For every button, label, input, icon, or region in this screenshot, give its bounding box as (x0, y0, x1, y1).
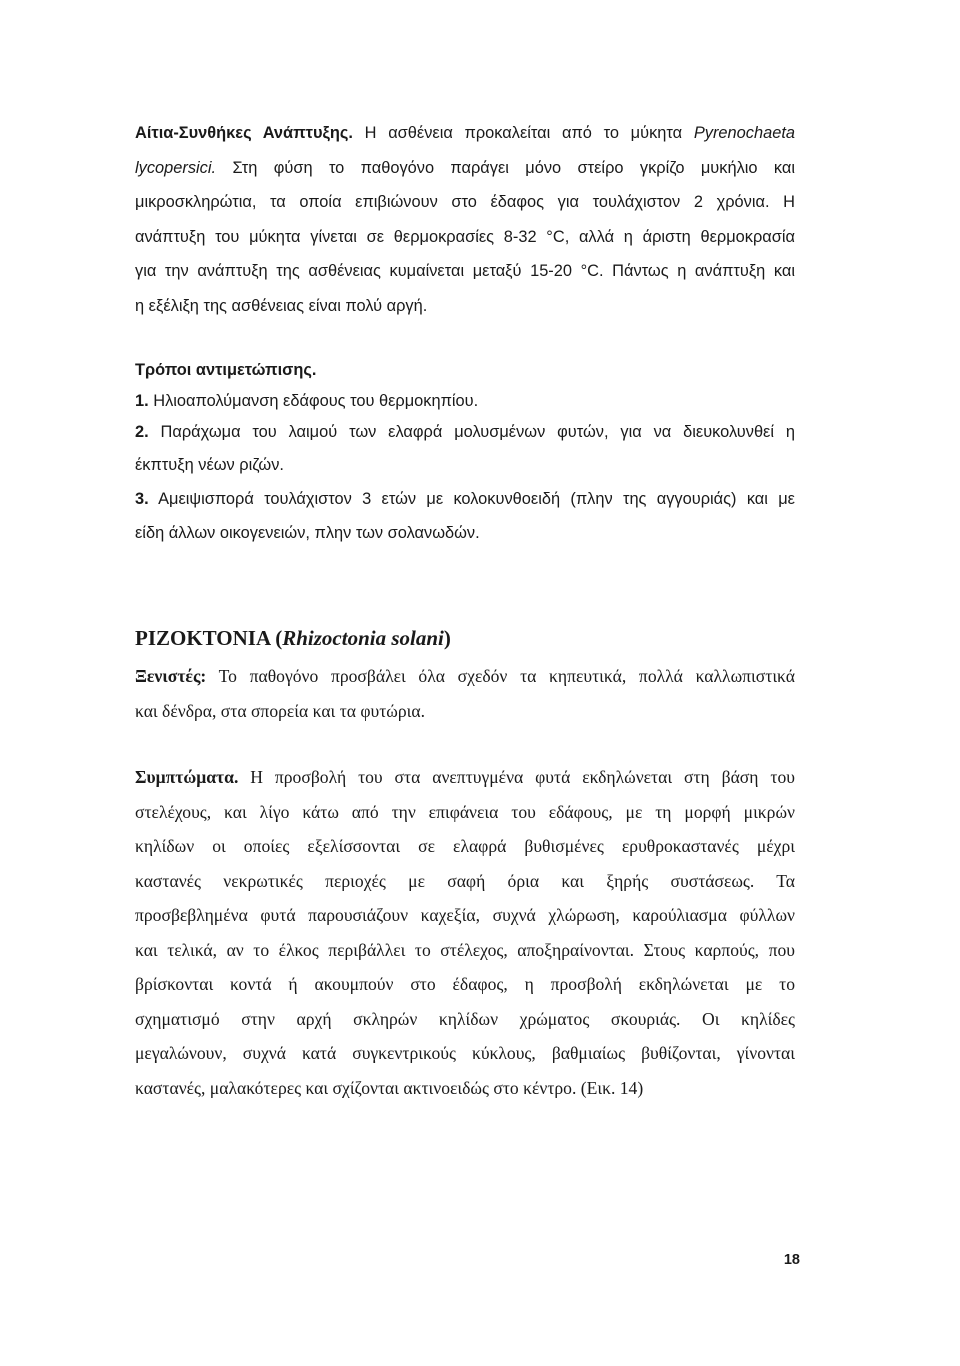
paragraph-line: Αίτια-Συνθήκες Ανάπτυξης. Η ασθένεια προκαλείται από το μύκητα Pyrenochaeta (135, 124, 795, 142)
control-methods (135, 355, 795, 550)
paragraph-line: βρίσκονται κοντά ή ακουμπούν στο έδαφος, η προσβολή εκδηλώνεται με το (135, 974, 795, 994)
hosts-label: Ξενιστές: (135, 666, 207, 686)
paragraph-line: μικροσκληρώτια, τα οποία επιβιώνουν στο έδαφος για τουλάχιστον 2 χρόνια. Η (135, 193, 795, 211)
control-methods-title: Τρόποι αντιμετώπισης. (135, 361, 317, 379)
section-heading: ΡΙΖΟΚΤΟΝΙΑ (Rhizoctonia solani) (135, 626, 451, 650)
paragraph-line: για την ανάπτυξη της ασθένειας κυμαίνεται μεταξύ 15-20 °C. Πάντως η ανάπτυξη και (135, 262, 795, 280)
paragraph-line: η εξέλιξη της ασθένειας είναι πολύ αργή. (135, 296, 428, 315)
paragraph-line: καστανές νεκρωτικές περιοχές με σαφή όρια και ξηρής συστάσεως. Τα (135, 870, 795, 891)
list-item: 2. Παράχωμα του λαιμού των ελαφρά μολυσμένων φυτών, για να διευκολυνθεί η (135, 423, 795, 441)
causes-paragraph (135, 116, 795, 323)
list-item-continuation: είδη άλλων οικογενειών, πλην των σολανωδών. (135, 524, 480, 542)
paragraph-line: κηλίδων οι οποίες εξελίσσονται σε ελαφρά βυθισμένες ερυθροκαστανές μέχρι (135, 836, 795, 856)
paragraph-line: σχηματισμό στην αρχή σκληρών κηλίδων χρώματος σκουριάς. Οι κηλίδες (135, 1008, 795, 1029)
paragraph-line: στελέχους, και λίγο κάτω από την επιφάνεια του εδάφους, με τη μορφή μικρών (135, 801, 795, 822)
latin-name: Pyrenochaeta (693, 124, 795, 142)
latin-name: Rhizoctonia solani (282, 626, 444, 650)
list-number: 3. (135, 490, 149, 508)
paragraph-line: και δένδρα, στα σπορεία και τα φυτώρια. (135, 700, 426, 721)
symptoms-label: Συμπτώματα. (135, 767, 239, 787)
list-item: 3. Αμειψισπορά τουλάχιστον 3 ετών με κολοκυνθοειδή (πλην της αγγουριάς) και με (135, 490, 795, 508)
paragraph-line: Συμπτώματα. Η προσβολή του στα ανεπτυγμένα φυτά εκδηλώνεται στη βάση του (135, 767, 795, 787)
page-number: 18 (783, 1252, 800, 1268)
symptoms-paragraph (135, 760, 795, 1105)
list-item-continuation: έκπτυξη νέων ριζών. (135, 456, 284, 474)
paragraph-line: μεγαλώνουν, συχνά κατά συγκεντρικούς κύκλους, βαθμιαίως βυθίζονται, γίνονται (135, 1043, 795, 1063)
paragraph-line: καστανές, μαλακότερες και σχίζονται ακτινοειδώς στο κέντρο. (Εικ. 14) (135, 1077, 644, 1098)
paragraph-line: ανάπτυξη του μύκητα γίνεται σε θερμοκρασίες 8-32 °C, αλλά η άριστη θερμοκρασία (135, 227, 795, 246)
paragraph-line: lycopersici. Στη φύση το παθογόνο παράγει μόνο στείρο γκρίζο μυκήλιο και (135, 158, 795, 177)
paragraph-line: και τελικά, αν το έλκος περιβάλλει το στέλεχος, αποξηραίνονται. Στους καρπούς, που (135, 939, 795, 960)
paragraph-line: Ξενιστές: Το παθογόνο προσβάλει όλα σχεδόν τα κηπευτικά, πολλά καλλωπιστικά (135, 666, 795, 686)
latin-name: lycopersici. (135, 158, 217, 177)
paragraph-line: προσβεβλημένα φυτά παρουσιάζουν καχεξία, συχνά χλώρωση, καρούλιασμα φύλλων (135, 905, 795, 925)
list-item: 1. Ηλιοαπολύμανση εδάφους του θερμοκηπίου. (135, 392, 479, 410)
causes-label: Αίτια-Συνθήκες Ανάπτυξης. (135, 124, 353, 142)
hosts-paragraph (135, 659, 795, 728)
list-number: 2. (135, 423, 149, 441)
list-number: 1. (135, 392, 149, 410)
rhizoctonia-section (135, 621, 795, 655)
